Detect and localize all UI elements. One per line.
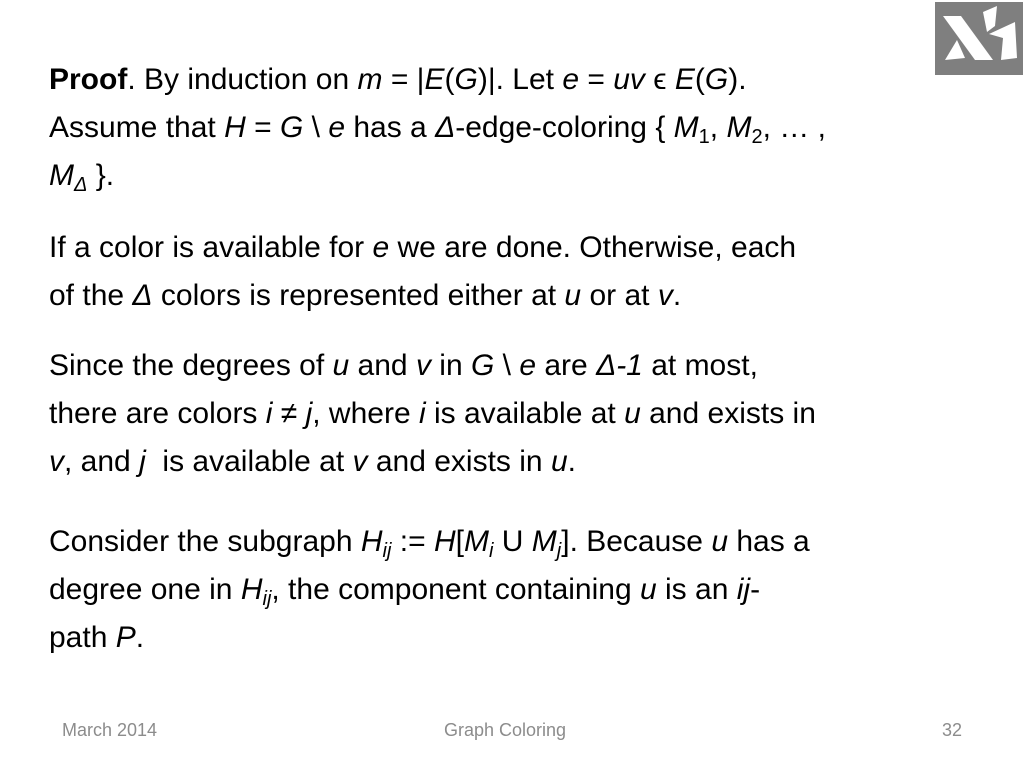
math: e <box>519 349 537 382</box>
text: . <box>135 621 145 654</box>
math: m <box>357 63 383 96</box>
text: are <box>536 349 597 382</box>
slide-number: 32 <box>942 720 963 740</box>
math: v <box>415 349 431 382</box>
subscript: ij <box>262 588 272 610</box>
math: E <box>674 63 695 96</box>
text: and <box>349 349 416 382</box>
text: we are done. Otherwise, each <box>389 231 797 264</box>
text: at most, <box>642 349 758 382</box>
math: H <box>360 525 383 558</box>
text: [ <box>455 525 464 558</box>
math: H <box>240 573 263 606</box>
math: e <box>328 111 345 144</box>
proof-line-1 <box>49 56 989 104</box>
text: has a <box>345 111 436 144</box>
text: . By induction on <box>127 63 358 96</box>
line <box>49 614 989 662</box>
footer-date: March 2014 <box>62 720 158 740</box>
subscript: 2 <box>751 126 763 148</box>
line <box>49 342 989 390</box>
text: has a <box>728 525 810 558</box>
paragraph-proof <box>49 56 989 200</box>
math: H <box>224 111 246 144</box>
line <box>49 438 989 486</box>
proof-line-2 <box>49 104 989 152</box>
line <box>49 390 989 438</box>
text: , and <box>64 445 140 478</box>
math: M <box>463 525 489 558</box>
footer-title: Graph Coloring <box>444 720 567 740</box>
text: is available at <box>425 397 625 430</box>
text: path <box>49 621 116 654</box>
text: degree one in <box>49 573 241 606</box>
text: in <box>430 349 471 382</box>
text: ( <box>694 63 705 96</box>
text: . <box>672 279 682 312</box>
text: ϵ <box>644 63 675 96</box>
math: M <box>673 111 699 144</box>
text: \ <box>303 111 329 144</box>
text: }. <box>87 159 115 192</box>
subscript: j <box>556 540 562 562</box>
math: M <box>726 111 752 144</box>
math: uv <box>613 63 645 96</box>
text: and exists in <box>367 445 551 478</box>
text: , … , <box>762 111 826 144</box>
text: Assume that <box>49 111 225 144</box>
text: is available at <box>145 445 353 478</box>
text: is an <box>656 573 737 606</box>
line <box>49 518 989 566</box>
math: G <box>470 349 495 382</box>
text: \ <box>494 349 520 382</box>
math: E <box>424 63 445 96</box>
paragraph-degrees <box>49 342 989 486</box>
text: . <box>567 445 576 478</box>
math: G <box>454 63 478 96</box>
math: u <box>332 349 350 382</box>
proof-label: Proof <box>49 63 128 96</box>
text: If a color is available for <box>49 231 373 264</box>
text: there are colors <box>49 397 266 430</box>
subscript: 1 <box>698 126 710 148</box>
math: M <box>49 159 74 192</box>
text: ). <box>728 63 747 96</box>
text: - <box>750 573 761 606</box>
math: u <box>624 397 641 430</box>
math: j <box>139 445 146 478</box>
math: v <box>657 279 673 312</box>
text: and exists in <box>640 397 816 430</box>
text: , where <box>312 397 419 430</box>
paragraph-available-color <box>49 224 989 320</box>
math: u <box>564 279 582 312</box>
math: i <box>418 397 426 430</box>
math: M <box>531 525 557 558</box>
math: i ≠ j <box>265 397 313 430</box>
subscript: i <box>488 540 494 562</box>
proof-line-3 <box>49 152 989 200</box>
math: P <box>115 621 136 654</box>
text: Since the degrees of <box>49 349 333 382</box>
text: = <box>245 111 280 144</box>
subscript: ij <box>382 540 392 562</box>
math: ij <box>736 573 751 606</box>
text: colors is represented either at <box>152 279 565 312</box>
text: or at <box>581 279 658 312</box>
line <box>49 272 989 320</box>
text: )|. Let <box>477 63 563 96</box>
text: ]. Because <box>561 525 712 558</box>
math: e <box>372 231 390 264</box>
text: U <box>493 525 532 558</box>
text: ( <box>444 63 455 96</box>
math: Δ <box>435 111 456 144</box>
math: e <box>562 63 580 96</box>
math: v <box>49 445 64 478</box>
text: = <box>579 63 614 96</box>
math: v <box>352 445 368 478</box>
text: -edge-coloring { <box>455 111 674 144</box>
line <box>49 566 989 614</box>
text: Consider the subgraph <box>49 525 361 558</box>
math: u <box>639 573 657 606</box>
subscript: Δ <box>74 174 88 196</box>
math: H <box>433 525 456 558</box>
text: := <box>391 525 434 558</box>
paragraph-subgraph <box>49 518 989 662</box>
math: G <box>279 111 304 144</box>
text: of the <box>49 279 133 312</box>
math: Δ-1 <box>596 349 643 382</box>
line <box>49 224 989 272</box>
text: = | <box>382 63 425 96</box>
math: Δ <box>132 279 153 312</box>
text: , the component containing <box>271 573 640 606</box>
text: , <box>709 111 727 144</box>
math: G <box>704 63 729 96</box>
math: u <box>711 525 729 558</box>
math: u <box>550 445 568 478</box>
